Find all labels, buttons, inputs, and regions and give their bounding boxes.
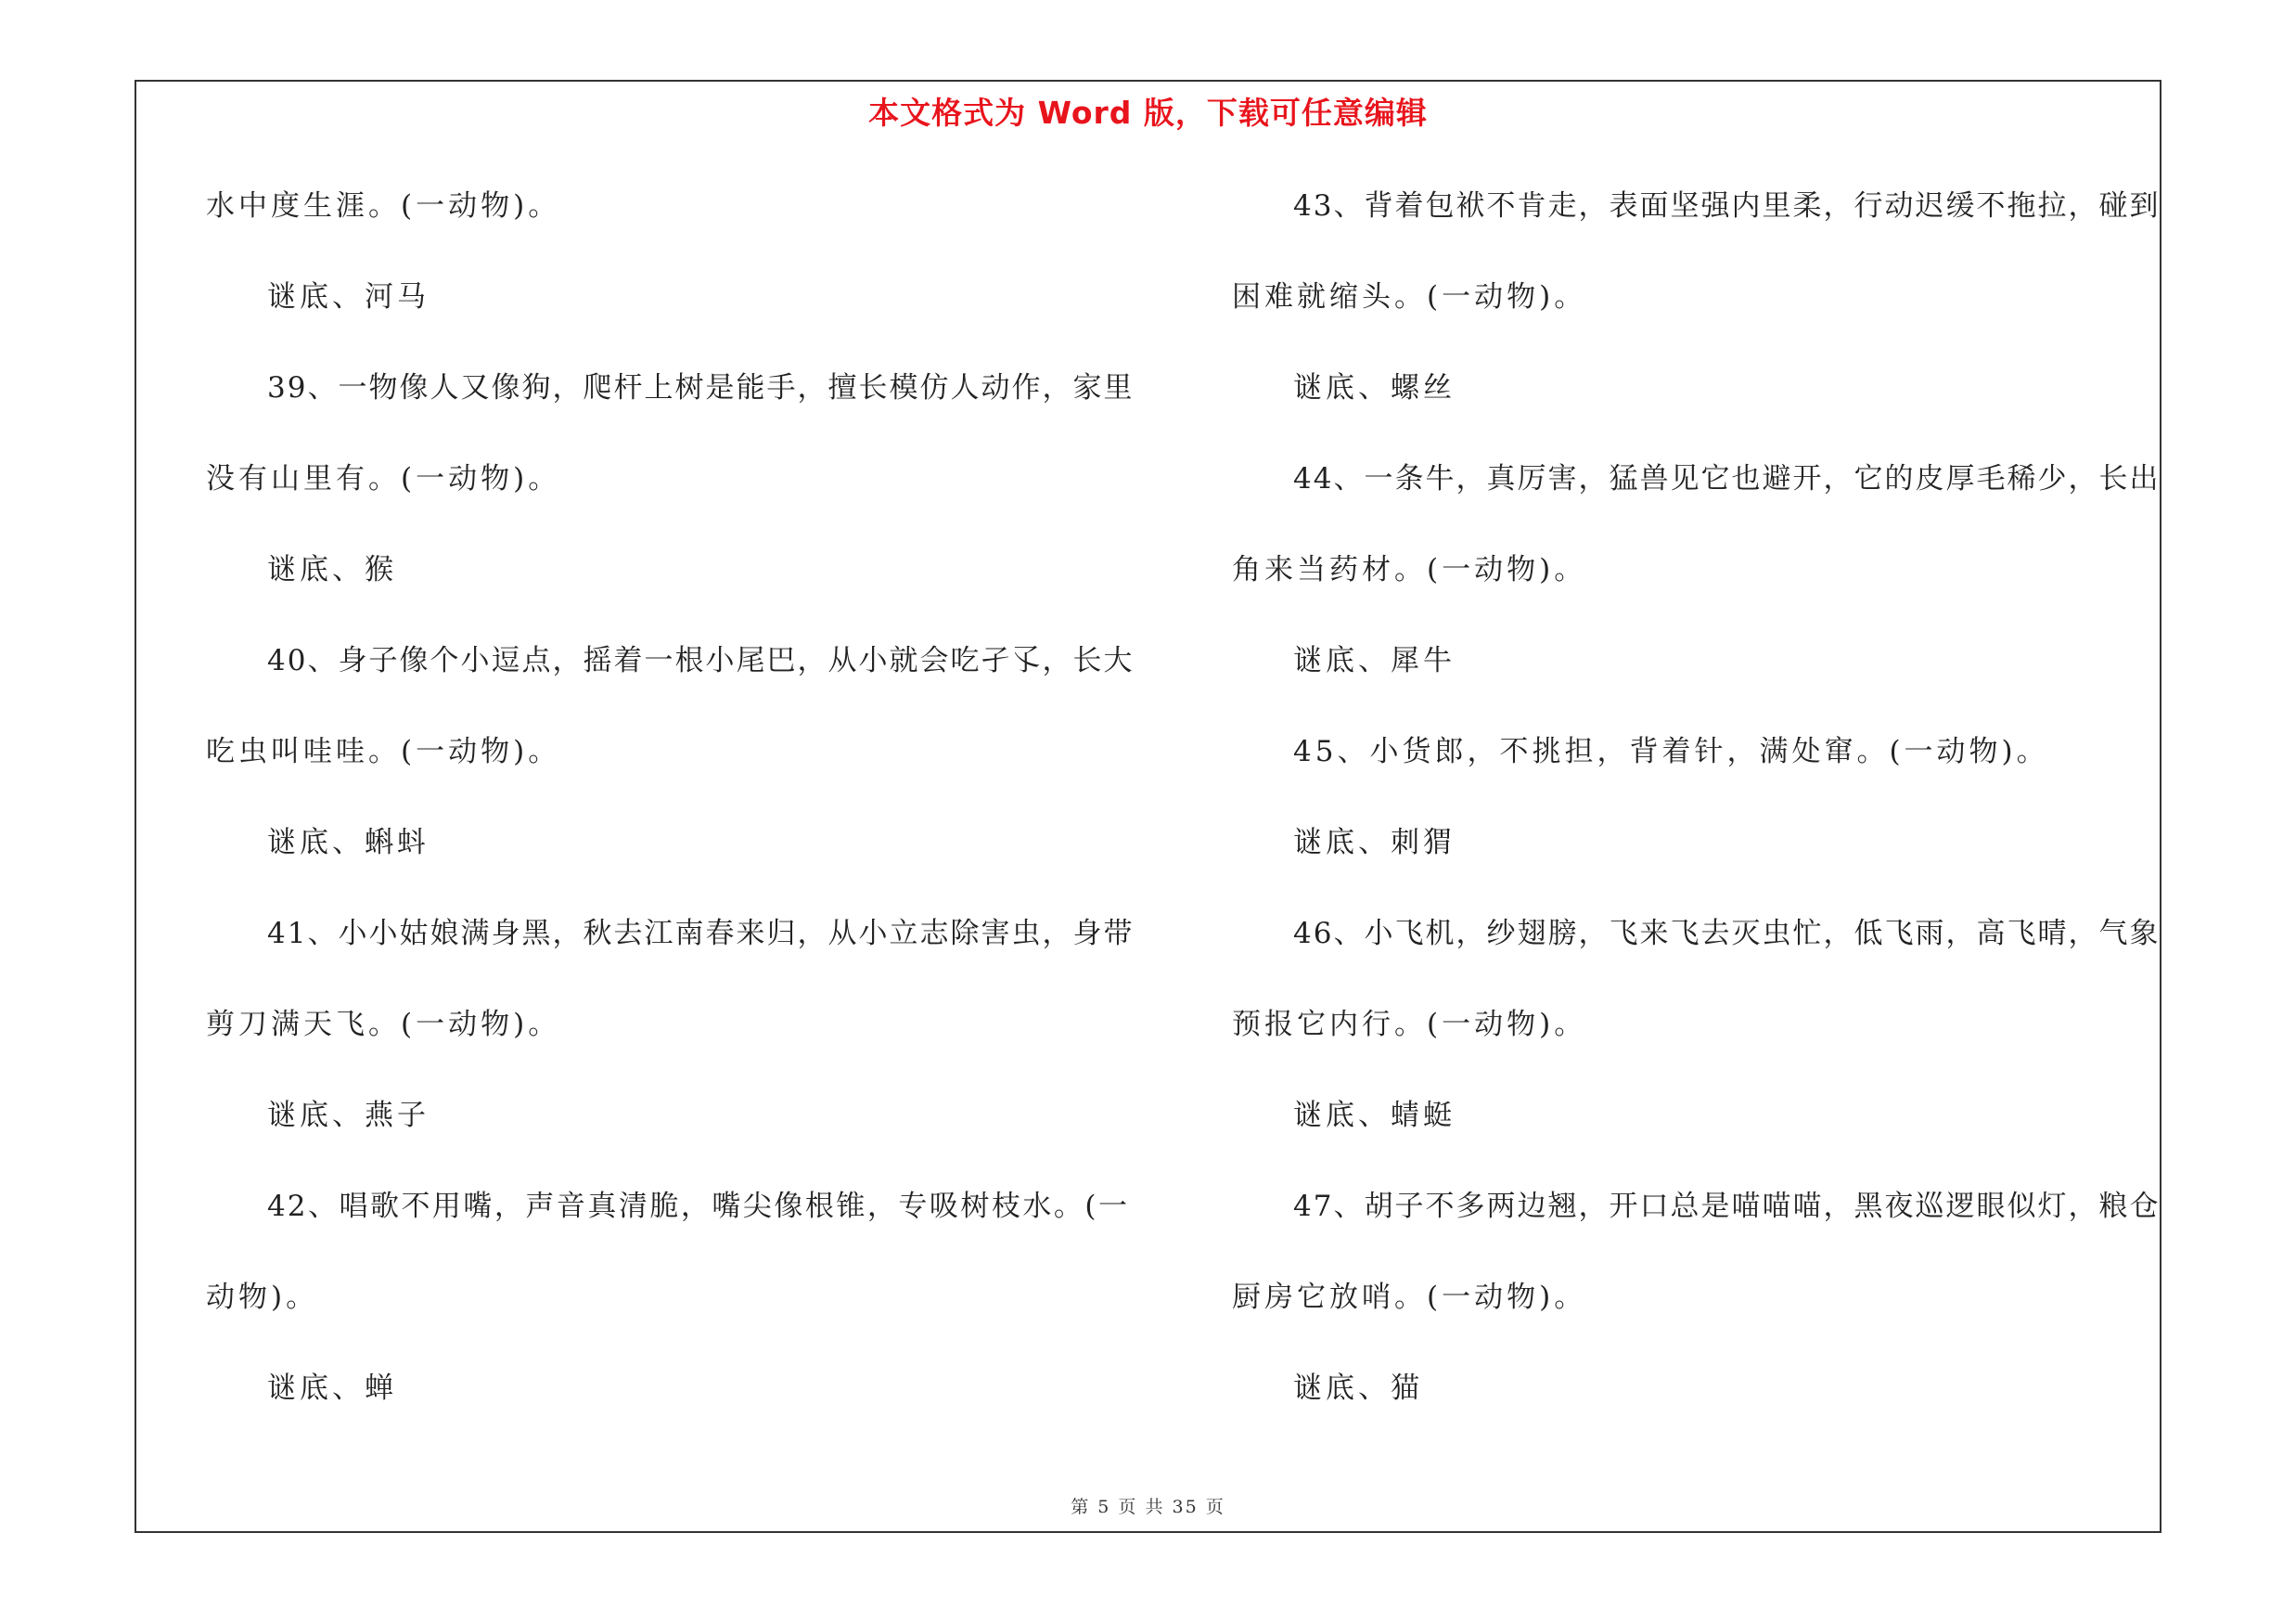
- riddle-answer-line: 谜底、螺丝: [1293, 371, 1456, 405]
- riddle-text-line: 困难就缩头。(一动物)。: [1232, 280, 1587, 314]
- riddle-text-line: 剪刀满天飞。(一动物)。: [206, 1008, 561, 1041]
- riddle-text-line: 41、小小姑娘满身黑，秋去江南春来归，从小立志除害虫，身带: [267, 917, 1135, 950]
- riddle-answer-line: 谜底、蝉: [267, 1372, 397, 1405]
- riddle-text-line: 40、身子像个小逗点，摇着一根小尾巴，从小就会吃孑孓，长大: [267, 644, 1135, 677]
- riddle-answer-line: 谜底、猴: [267, 553, 397, 586]
- riddle-answer-line: 谜底、刺猬: [1293, 826, 1456, 859]
- riddle-text-line: 39、一物像人又像狗，爬杆上树是能手，擅长模仿人动作，家里: [267, 371, 1135, 405]
- riddle-text-line: 45、小货郎，不挑担，背着针，满处窜。(一动物)。: [1293, 735, 2049, 768]
- left-text-column: [206, 186, 1135, 1459]
- riddle-answer-line: 谜底、燕子: [267, 1099, 430, 1132]
- riddle-text-line: 46、小飞机，纱翅膀，飞来飞去灭虫忙，低飞雨，高飞晴，气象: [1293, 917, 2161, 950]
- riddle-text-line: 43、背着包袱不肯走，表面坚强内里柔，行动迟缓不拖拉，碰到: [1293, 189, 2161, 223]
- riddle-answer-line: 谜底、蝌蚪: [267, 826, 430, 859]
- riddle-text-line: 厨房它放哨。(一动物)。: [1232, 1281, 1587, 1314]
- page-number-footer: 第 5 页 共 35 页: [1071, 1497, 1225, 1517]
- riddle-text-line: 42、唱歌不用嘴，声音真清脆，嘴尖像根锥，专吸树枝水。(一: [267, 1190, 1129, 1223]
- riddle-answer-line: 谜底、猫: [1293, 1372, 1423, 1405]
- riddle-answer-line: 谜底、蜻蜓: [1293, 1099, 1456, 1132]
- riddle-text-line: 水中度生涯。(一动物)。: [206, 189, 561, 223]
- riddle-text-line: 预报它内行。(一动物)。: [1232, 1008, 1587, 1041]
- riddle-text-line: 47、胡子不多两边翘，开口总是喵喵喵，黑夜巡逻眼似灯，粮仓: [1293, 1190, 2161, 1223]
- riddle-text-line: 吃虫叫哇哇。(一动物)。: [206, 735, 561, 768]
- riddle-answer-line: 谜底、犀牛: [1293, 644, 1456, 677]
- riddle-text-line: 44、一条牛，真厉害，猛兽见它也避开，它的皮厚毛稀少，长出: [1293, 462, 2161, 496]
- word-format-banner: 本文格式为 Word 版，下载可任意编辑: [868, 95, 1428, 131]
- riddle-answer-line: 谜底、河马: [267, 280, 430, 314]
- riddle-text-line: 动物)。: [206, 1281, 319, 1314]
- right-text-column: [1232, 186, 2161, 1459]
- riddle-text-line: 没有山里有。(一动物)。: [206, 462, 561, 496]
- riddle-text-line: 角来当药材。(一动物)。: [1232, 553, 1587, 586]
